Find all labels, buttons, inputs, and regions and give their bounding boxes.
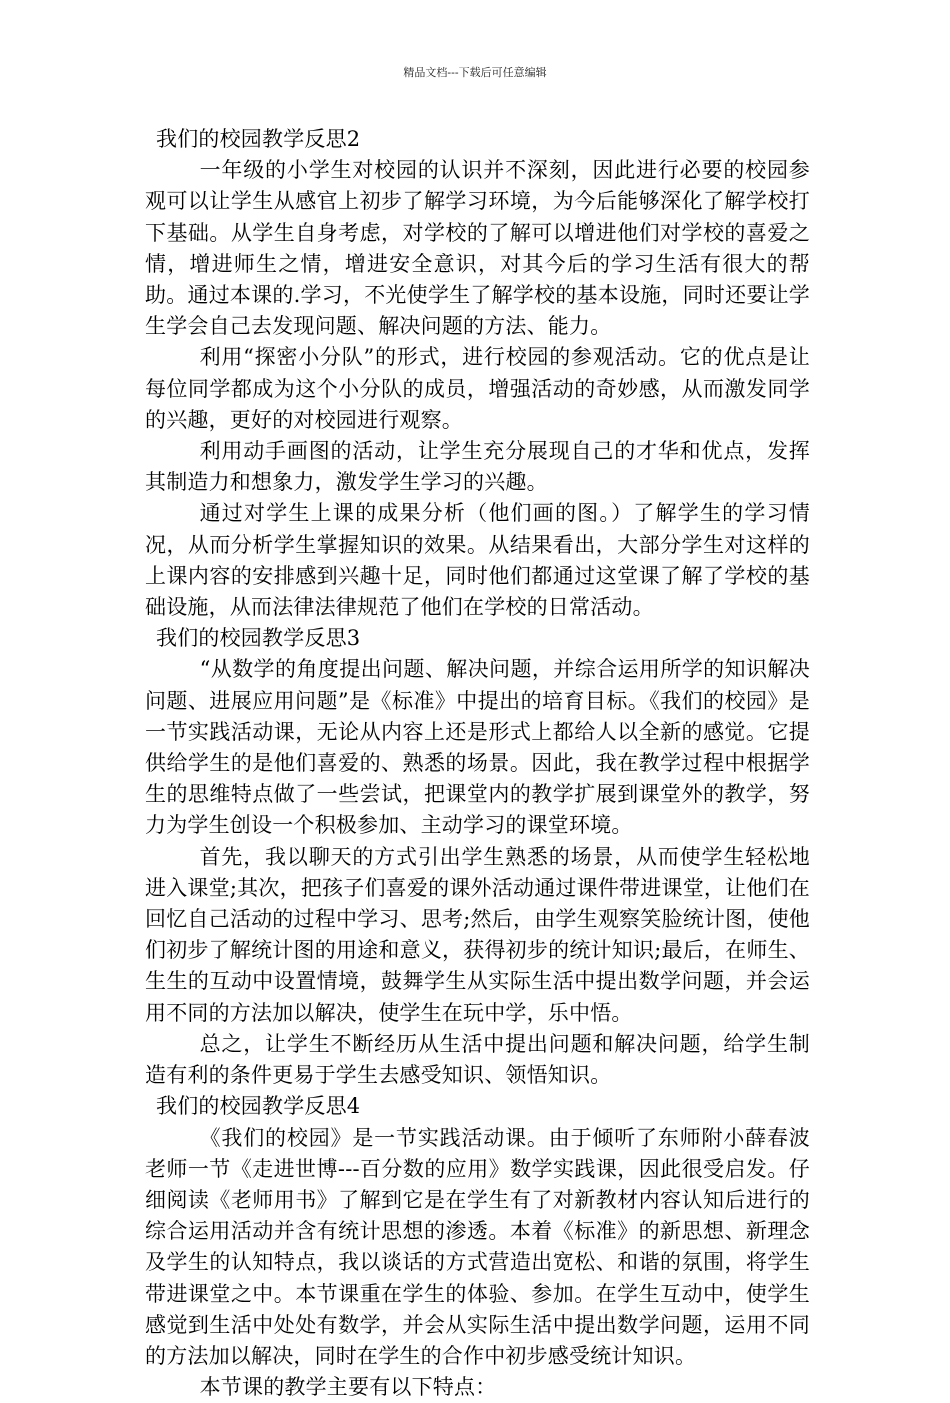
paragraph: 一年级的小学生对校园的认识并不深刻，因此进行必要的校园参观可以让学生从感官上初步了解学习环境，为今后能够深化了解学校打下基础。从学生自身考虑，对学校的了解可以增进他们对学校的喜爱之情，增进师生之情，增进安全意识，对其今后的学习生活有很大的帮助。通过本课的.学习，不光使学生了解学校的基本设施，同时还要让学生学会自己去发现问题、解决问题的方法、能力。 [145, 158, 810, 339]
section-title: 我们的校园教学反思2 [156, 127, 361, 151]
paragraph: “从数学的角度提出问题、解决问题，并综合运用所学的知识解决问题、进展应用问题”是《标准》中提出的培育目标。《我们的校园》是一节实践活动课，无论从内容上还是形式上都给人以全新的感觉。它提供给学生的是他们喜爱的、熟悉的场景。因此，我在教学过程中根据学生的思维特点做了一些尝试，把课堂内的教学扩展到课堂外的教学，努力为学生创设一个积极参加、主动学习的课堂环境。 [145, 657, 810, 838]
paragraph: 本节课的教学主要有以下特点： [199, 1375, 497, 1400]
page-header: 精品文档---下载后可任意编辑 [403, 66, 547, 79]
paragraph: 首先，我以聊天的方式引出学生熟悉的场景，从而使学生轻松地进入课堂;其次，把孩子们喜爱的课外活动通过课件带进课堂，让他们在回忆自己活动的过程中学习、思考;然后，由学生观察笑脸统计图，使他们初步了解统计图的用途和意义，获得初步的统计知识;最后，在师生、生生的互动中设置情境，鼓舞学生从实际生活中提出数学问题，并会运用不同的方法加以解决，使学生在玩中学，乐中悟。 [145, 844, 810, 1025]
paragraph: 《我们的校园》是一节实践活动课。由于倾听了东师附小薛春波老师一节《走进世博---百分数的应用》数学实践课，因此很受启发。仔细阅读《老师用书》了解到它是在学生有了对新教材内容认知后进行的综合运用活动并含有统计思想的渗透。本着《标准》的新思想、新理念及学生的认知特点，我以谈话的方式营造出宽松、和谐的氛围，将学生带进课堂之中。本节课重在学生的体验、参加。在学生互动中，使学生感觉到生活中处处有数学，并会从实际生活中提出数学问题，运用不同的方法加以解决，同时在学生的合作中初步感受统计知识。 [145, 1125, 810, 1368]
paragraph: 通过对学生上课的成果分析（他们画的图。）了解学生的学习情况，从而分析学生掌握知识的效果。从结果看出，大部分学生对这样的上课内容的安排感到兴趣十足，同时他们都通过这堂课了解了学校的基础设施，从而法律法律规范了他们在学校的日常活动。 [145, 501, 810, 620]
paragraph: 总之，让学生不断经历从生活中提出问题和解决问题，给学生制造有利的条件更易于学生去感受知识、领悟知识。 [145, 1031, 810, 1088]
paragraph: 利用动手画图的活动，让学生充分展现自己的才华和优点，发挥其制造力和想象力，激发学生学习的兴趣。 [145, 439, 810, 495]
section-title: 我们的校园教学反思3 [156, 626, 361, 651]
section-title: 我们的校园教学反思4 [156, 1094, 361, 1119]
paragraph: 利用“探密小分队”的形式，进行校园的参观活动。它的优点是让每位同学都成为这个小分队的成员，增强活动的奇妙感，从而激发同学的兴趣，更好的对校园进行观察。 [145, 345, 810, 432]
document-body [145, 124, 810, 1403]
